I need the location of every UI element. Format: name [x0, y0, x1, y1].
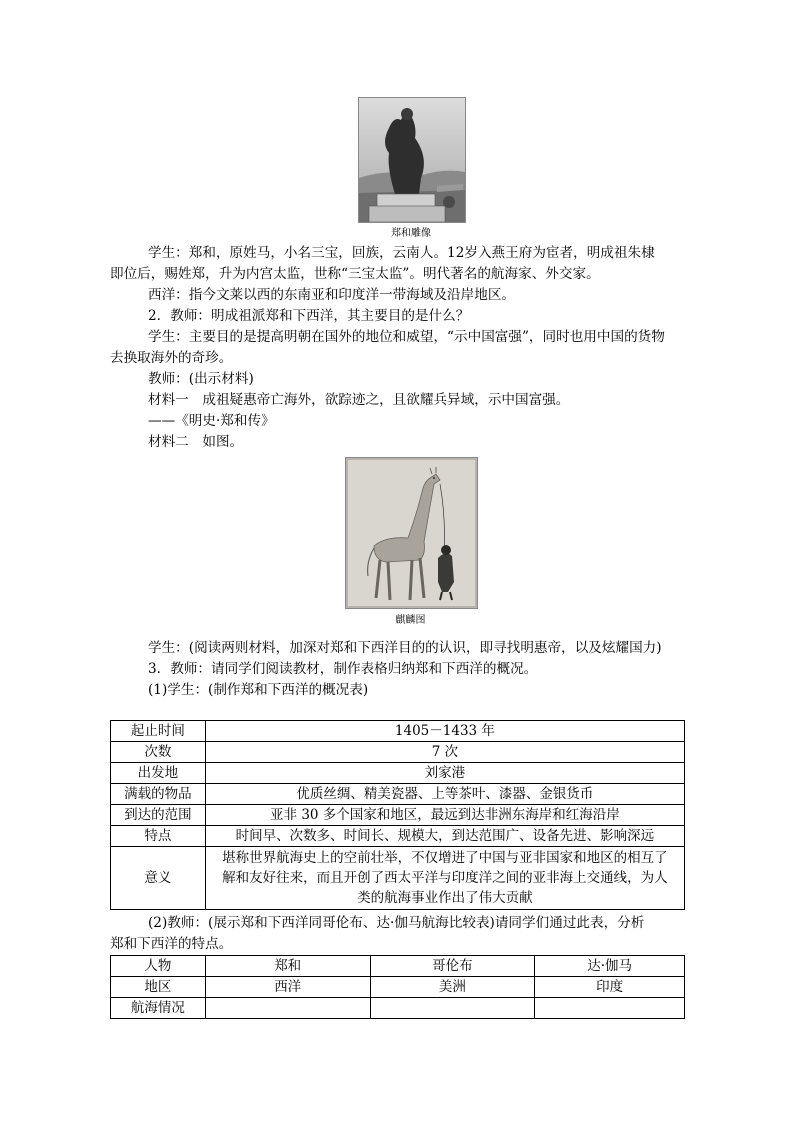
text-line: 郑和下西洋的特点。 — [110, 936, 233, 952]
text-line: (1)学生：(制作郑和下西洋的概况表) — [148, 682, 369, 698]
table-row — [111, 805, 685, 826]
table-row — [111, 977, 685, 998]
voyage-comparison-table — [110, 955, 685, 1019]
text-line: 西洋：指今文莱以西的东南亚和印度洋一带海域及沿岸地区。 — [148, 287, 516, 303]
text-line: 学生：主要目的是提高明朝在国外的地位和威望，“示中国富强”，同时也用中国的货物 — [148, 329, 665, 345]
table-value-cell: 7 次 — [205, 742, 684, 763]
text-line: 即位后，赐姓郑，升为内宫太监，世称“三宝太监”。明代著名的航海家、外交家。 — [110, 266, 600, 282]
text-line: 材料一 成祖疑惠帝亡海外，欲踪迹之，且欲耀兵异域，示中国富强。 — [148, 392, 570, 408]
table-row — [111, 763, 685, 784]
text-line: (2)教师：(展示郑和下西洋同哥伦布、达·伽马航海比较表)请同学们通过此表，分析 — [148, 915, 645, 931]
figure-caption-statue: 郑和雕像 — [391, 228, 431, 239]
table-header-row — [111, 956, 685, 977]
text-line: ——《明史·郑和传》 — [148, 413, 275, 429]
giraffe-icon — [346, 458, 477, 608]
table-cell: 地区 — [111, 977, 206, 998]
text-line: 去换取海外的奇珍。 — [110, 350, 233, 366]
table-key-cell: 到达的范围 — [111, 805, 206, 826]
table-header-cell: 人物 — [111, 956, 206, 977]
text-line: 材料二 如图。 — [148, 434, 244, 450]
table-header-cell: 哥伦布 — [370, 956, 535, 977]
table-value-cell: 时间早、次数多、时间长、规模大，到达范围广、设备先进、影响深远 — [205, 826, 684, 847]
table-row — [111, 998, 685, 1019]
statue-photo — [358, 97, 466, 223]
table-value-cell: 刘家港 — [205, 763, 684, 784]
meaning-line: 解和友好往来，而且开创了西太平洋与印度洋之间的亚非海上交通线，为人 — [222, 870, 668, 886]
table-cell — [205, 998, 370, 1019]
zheng-he-statue-icon — [359, 98, 465, 222]
table-row — [111, 742, 685, 763]
table-value-cell: 优质丝绸、精美瓷器、上等茶叶、漆器、金银货币 — [205, 784, 684, 805]
voyage-overview-table — [110, 720, 685, 910]
table-cell: 航海情况 — [111, 998, 206, 1019]
giraffe-painting — [345, 457, 478, 609]
table-row — [111, 826, 685, 847]
text-line: 学生：郑和，原姓马，小名三宝，回族，云南人。12岁入燕王府为宦者，明成祖朱棣 — [148, 245, 655, 261]
table-key-cell: 意义 — [111, 847, 206, 910]
table-key-cell: 起止时间 — [111, 721, 206, 742]
table-cell: 印度 — [535, 977, 685, 998]
table-cell — [370, 998, 535, 1019]
table-key-cell: 出发地 — [111, 763, 206, 784]
table-key-cell: 满载的物品 — [111, 784, 206, 805]
table-header-cell: 达·伽马 — [535, 956, 685, 977]
text-line: 教师：(出示材料) — [148, 371, 254, 387]
text-line: 学生：(阅读两则材料，加深对郑和下西洋目的的认识，即寻找明惠帝，以及炫耀国力) — [148, 640, 662, 656]
table-header-cell: 郑和 — [205, 956, 370, 977]
table-row — [111, 784, 685, 805]
table-cell: 美洲 — [370, 977, 535, 998]
table-cell: 西洋 — [205, 977, 370, 998]
figure-caption-giraffe: 麒麟图 — [395, 615, 426, 626]
meaning-cell — [205, 847, 684, 910]
meaning-line: 类的航海事业作出了伟大贡献 — [357, 890, 533, 906]
table-value-cell: 亚非 30 多个国家和地区，最远到达非洲东海岸和红海沿岸 — [205, 805, 684, 826]
table-row — [111, 721, 685, 742]
table-key-cell: 特点 — [111, 826, 206, 847]
table-key-cell: 次数 — [111, 742, 206, 763]
table-row-meaning — [111, 847, 685, 910]
text-line: 2．教师：明成祖派郑和下西洋，其主要目的是什么？ — [148, 308, 470, 324]
meaning-line: 堪称世界航海史上的空前壮举，不仅增进了中国与亚非国家和地区的相互了 — [222, 850, 668, 866]
text-line: 3．教师：请同学们阅读教材，制作表格归纳郑和下西洋的概况。 — [148, 661, 538, 677]
table-value-cell: 1405－1433 年 — [205, 721, 684, 742]
table-cell — [535, 998, 685, 1019]
